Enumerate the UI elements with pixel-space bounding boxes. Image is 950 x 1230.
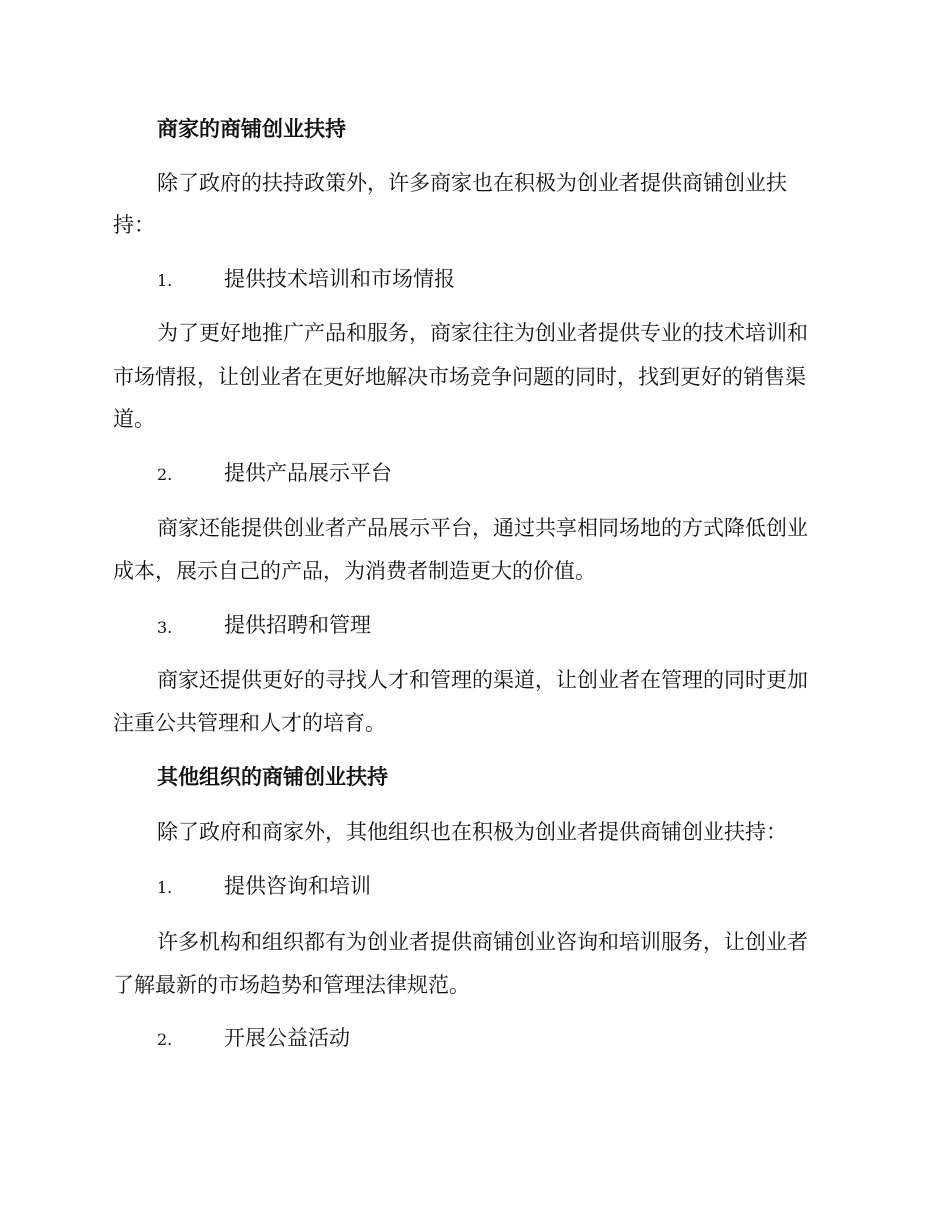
paragraph-line: 商家还提供更好的寻找人才和管理的渠道，让创业者在管理的同时更加 xyxy=(157,668,808,692)
list-item-title: 提供招聘和管理 xyxy=(224,613,371,637)
paragraph-line: 了解最新的市场趋势和管理法律规范。 xyxy=(113,973,470,997)
section-intro-line: 持： xyxy=(113,213,155,237)
paragraph-line: 市场情报，让创业者在更好地解决市场竞争问题的同时，找到更好的销售渠 xyxy=(113,365,806,389)
list-item-number: 2. xyxy=(157,1030,173,1049)
section-intro-line: 除了政府和商家外，其他组织也在积极为创业者提供商铺创业扶持： xyxy=(157,820,787,844)
list-item-title: 提供产品展示平台 xyxy=(224,461,392,485)
list-item-number: 1. xyxy=(157,271,173,290)
paragraph-line: 注重公共管理和人才的培育。 xyxy=(113,711,386,735)
list-item-number: 3. xyxy=(157,618,173,637)
paragraph-line: 许多机构和组织都有为创业者提供商铺创业咨询和培训服务，让创业者 xyxy=(157,930,808,954)
paragraph-line: 道。 xyxy=(113,407,155,431)
list-item-title: 开展公益活动 xyxy=(224,1026,350,1050)
list-item-number: 2. xyxy=(157,465,173,484)
list-item-title: 提供咨询和培训 xyxy=(224,874,371,898)
paragraph-line: 成本，展示自己的产品，为消费者制造更大的价值。 xyxy=(113,559,596,583)
section-intro-line: 除了政府的扶持政策外，许多商家也在积极为创业者提供商铺创业扶 xyxy=(157,171,787,195)
paragraph-line: 商家还能提供创业者产品展示平台，通过共享相同场地的方式降低创业 xyxy=(157,516,808,540)
section-heading-merchants: 商家的商铺创业扶持 xyxy=(157,116,346,141)
list-item-number: 1. xyxy=(157,878,173,897)
list-item-title: 提供技术培训和市场情报 xyxy=(224,267,455,291)
paragraph-line: 为了更好地推广产品和服务，商家往往为创业者提供专业的技术培训和 xyxy=(157,321,808,345)
section-heading-other-orgs: 其他组织的商铺创业扶持 xyxy=(157,764,388,789)
